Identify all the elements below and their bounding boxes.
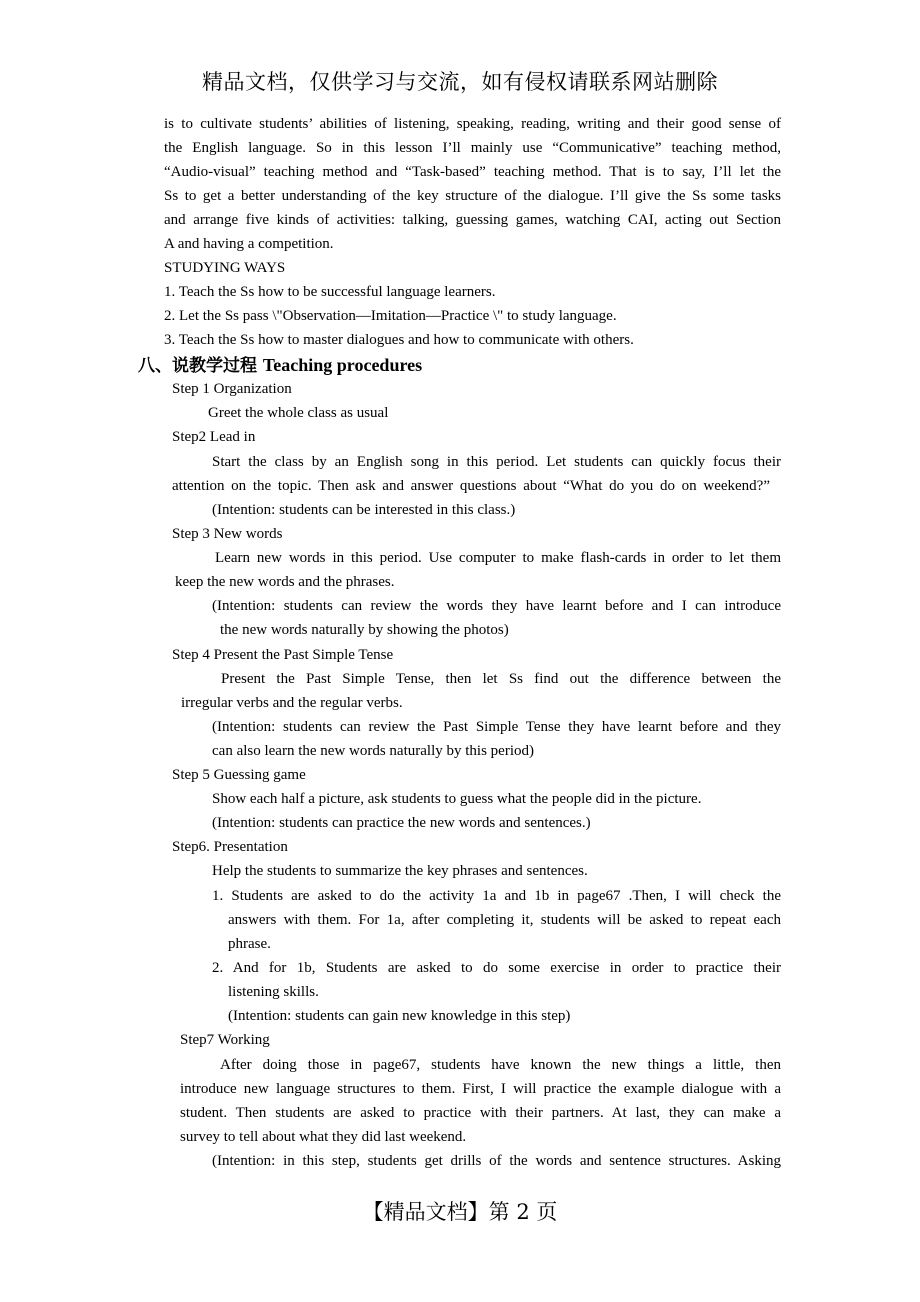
step6-item2-line-2: listening skills. bbox=[228, 984, 319, 1000]
intro-line-4: Ss to get a better understanding of the key structure of the dialogue. I’ll give the Ss some tasks bbox=[164, 188, 781, 204]
step3-intention-1: (Intention: students can review the words they have learnt before and I can introduce bbox=[212, 598, 781, 614]
intro-line-3: “Audio-visual” teaching method and “Task-based” teaching method. That is to say, I’ll let the bbox=[164, 164, 781, 180]
step3-line-2: keep the new words and the phrases. bbox=[175, 574, 395, 590]
step4-title: Step 4 Present the Past Simple Tense bbox=[172, 647, 394, 663]
step4-line-1: Present the Past Simple Tense, then let Ss find out the difference between the bbox=[221, 671, 781, 687]
step6-item2-line-1: 2. And for 1b, Students are asked to do some exercise in order to practice their bbox=[212, 960, 781, 976]
step2-intention: (Intention: students can be interested in this class.) bbox=[212, 502, 516, 518]
step6-title: Step6. Presentation bbox=[172, 839, 288, 855]
studying-ways-item-1: 1. Teach the Ss how to be successful language learners. bbox=[164, 284, 496, 300]
step7-line-1: After doing those in page67, students have known the new things a little, then bbox=[220, 1057, 781, 1073]
step3-title: Step 3 New words bbox=[172, 526, 283, 542]
step6-item1-line-3: phrase. bbox=[228, 936, 271, 952]
intro-line-2: the English language. So in this lesson I’ll mainly use “Communicative” teaching method, bbox=[164, 140, 781, 156]
step1-text: Greet the whole class as usual bbox=[208, 405, 389, 421]
step6-item1-line-2: answers with them. For 1a, after completing it, students will be asked to repeat each bbox=[228, 912, 781, 928]
section-number: 八、 bbox=[138, 356, 172, 376]
intro-line-1: is to cultivate students’ abilities of listening, speaking, reading, writing and their good sense of bbox=[164, 116, 781, 132]
step5-line-1: Show each half a picture, ask students to guess what the people did in the picture. bbox=[212, 791, 702, 807]
step7-line-4: survey to tell about what they did last weekend. bbox=[180, 1129, 467, 1145]
step2-line-1: Start the class by an English song in this period. Let students can quickly focus their bbox=[212, 454, 781, 470]
step1-title: Step 1 Organization bbox=[172, 381, 292, 397]
step4-line-2: irregular verbs and the regular verbs. bbox=[181, 695, 403, 711]
step5-intention: (Intention: students can practice the new words and sentences.) bbox=[212, 815, 591, 831]
step6-item1-line-1: 1. Students are asked to do the activity 1a and 1b in page67 .Then, I will check the bbox=[212, 888, 781, 904]
watermark-header: 精品文档，仅供学习与交流，如有侵权请联系网站删除 bbox=[202, 70, 718, 94]
step3-line-1: Learn new words in this period. Use computer to make flash-cards in order to let them bbox=[215, 550, 781, 566]
section-title-cn: 说教学过程 bbox=[172, 356, 257, 376]
intro-line-5: and arrange five kinds of activities: talking, guessing games, watching CAI, acting out Section bbox=[164, 212, 781, 228]
step7-title: Step7 Working bbox=[180, 1032, 270, 1048]
step4-intention-2: can also learn the new words naturally by this period) bbox=[212, 743, 534, 759]
step6-intention: (Intention: students can gain new knowledge in this step) bbox=[228, 1008, 571, 1024]
intro-line-6: A and having a competition. bbox=[164, 236, 334, 252]
page-footer: 【精品文档】第 2 页 bbox=[362, 1200, 558, 1224]
section-title-en: Teaching procedures bbox=[262, 355, 423, 375]
step7-intention: (Intention: in this step, students get drills of the words and sentence structures. Asking bbox=[212, 1153, 781, 1169]
step7-line-3: student. Then students are asked to practice with their partners. At last, they can make a bbox=[180, 1105, 781, 1121]
step5-title: Step 5 Guessing game bbox=[172, 767, 306, 783]
step2-line-2: attention on the topic. Then ask and answer questions about “What do you do on weekend?” bbox=[172, 478, 770, 494]
studying-ways-title: STUDYING WAYS bbox=[164, 260, 286, 276]
step4-intention-1: (Intention: students can review the Past Simple Tense they have learnt before and they bbox=[212, 719, 781, 735]
step2-title: Step2 Lead in bbox=[172, 429, 256, 445]
step3-intention-2: the new words naturally by showing the photos) bbox=[220, 622, 509, 638]
studying-ways-item-3: 3. Teach the Ss how to master dialogues and how to communicate with others. bbox=[164, 332, 634, 348]
section-heading bbox=[138, 354, 422, 377]
studying-ways-item-2: 2. Let the Ss pass \"Observation—Imitation—Practice \" to study language. bbox=[164, 308, 617, 324]
step7-line-2: introduce new language structures to them. First, I will practice the example dialogue with a bbox=[180, 1081, 781, 1097]
step6-line-1: Help the students to summarize the key phrases and sentences. bbox=[212, 863, 588, 879]
